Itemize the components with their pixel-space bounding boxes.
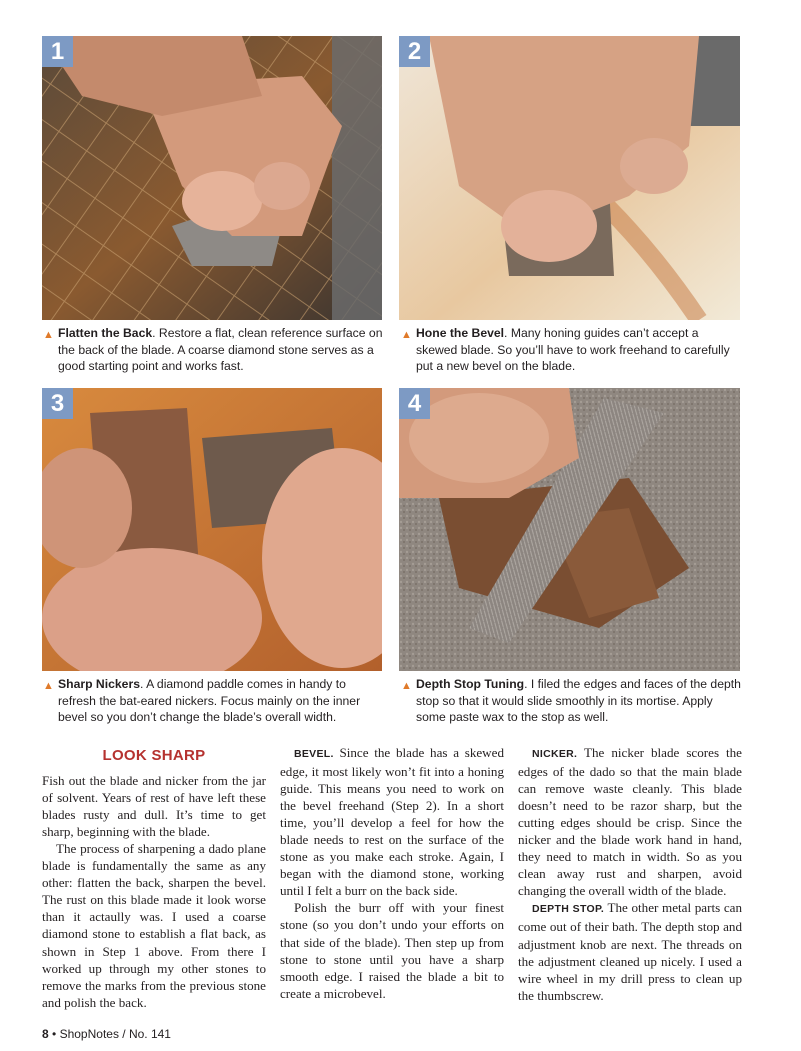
photo-step-4 bbox=[399, 388, 740, 671]
body-paragraph: Polish the burr off with your finest stone (so you don’t undo your efforts on that side of the blade). Then step up from stone to stone until you have a sharp smooth edge. I raised the blade a bit to create a microbevel. bbox=[280, 900, 504, 1001]
photo-step-3 bbox=[42, 388, 382, 671]
caption-text: . I filed the edges and faces of the depth stop so that it would slide smoothly in its mortise. Apply some paste wax to the stop as well. bbox=[416, 677, 741, 724]
caption-text: . A diamond paddle comes in handy to refresh the bat-eared nickers. Focus mainly on the inner bevel so you don’t change the blade’s overall width. bbox=[58, 677, 361, 724]
step-number-badge: 1 bbox=[42, 36, 73, 67]
body-paragraph bbox=[280, 744, 504, 899]
runin-heading: DEPTH STOP. bbox=[532, 903, 605, 916]
photo-caption bbox=[401, 325, 741, 375]
page-number: 8 bbox=[42, 1027, 49, 1041]
article-column-2 bbox=[280, 744, 504, 1002]
triangle-icon: ▲ bbox=[43, 680, 54, 692]
section-heading: LOOK SHARP bbox=[102, 747, 206, 764]
caption-text: . Many honing guides can’t accept a skewed blade. So you’ll have to work freehand to carefully put a new bevel on the blade. bbox=[416, 326, 730, 373]
photo-caption bbox=[43, 676, 383, 726]
body-text: The nicker blade scores the edges of the dado so that the main blade can remove waste cleanly. This blade doesn’t need to be razor sharp, but the cutting edges should be crisp. Since the nicker and the blade work hand in hand, they need to match in width. So as you clean away rust and sharpen, avoid changing the overall width of the blade. bbox=[518, 745, 742, 899]
publication-name: ShopNotes / No. 141 bbox=[59, 1027, 171, 1041]
body-paragraph: The process of sharpening a dado plane blade is fundamentally the same as any other: flatten the back, sharpen the bevel. The rust on this blade made it look worse than it actaully was. I used a coarse diamond stone to establish a flat back, as shown in Step 1 above. From there I worked up through my other stones to remove the marks from the previous stone and polish the back. bbox=[42, 841, 266, 1010]
body-text: The other metal parts can come out of their bath. The depth stop and adjustment knob are next. The threads on the adjustment cleaned up nicely. I used a wire wheel in my drill press to clean up the thumbscrew. bbox=[518, 900, 742, 1003]
step-number-badge: 3 bbox=[42, 388, 73, 419]
photo-caption bbox=[401, 676, 741, 726]
photo-caption bbox=[43, 325, 383, 375]
body-paragraph: Fish out the blade and nicker from the jar of solvent. Years of rest of have left these blades rusty and dull. It’s time to get sharp, beginning with the blade. bbox=[42, 773, 266, 840]
body-paragraph bbox=[518, 899, 742, 1003]
body-text: Since the blade has a skewed edge, it most likely won’t fit into a honing guide. This means you need to work on the bevel freehand (Step 2). In a short time, you’ll develop a feel for how the blade needs to rest on the surface of the stone as you make each stroke. Again, I began with the diamond stone, working until I felt a burr on the back side. bbox=[280, 745, 504, 899]
body-paragraph bbox=[518, 744, 742, 899]
caption-title: Hone the Bevel bbox=[416, 326, 505, 340]
runin-heading: NICKER. bbox=[532, 748, 578, 760]
triangle-icon: ▲ bbox=[401, 680, 412, 692]
triangle-icon: ▲ bbox=[401, 329, 412, 341]
runin-heading: BEVEL. bbox=[294, 748, 334, 760]
photo-step-2 bbox=[399, 36, 740, 320]
page-footer bbox=[42, 1027, 171, 1041]
photo-step-1 bbox=[42, 36, 382, 320]
article-column-3 bbox=[518, 744, 742, 1004]
caption-title: Sharp Nickers bbox=[58, 677, 140, 691]
caption-title: Depth Stop Tuning bbox=[416, 677, 525, 691]
footer-bullet: • bbox=[52, 1027, 57, 1041]
caption-title: Flatten the Back bbox=[58, 326, 153, 340]
step-number-badge: 4 bbox=[399, 388, 430, 419]
triangle-icon: ▲ bbox=[43, 329, 54, 341]
caption-text: . Restore a flat, clean reference surface on the back of the blade. A coarse diamond stone serves as a good starting point and works fast. bbox=[58, 326, 383, 373]
step-number-badge: 2 bbox=[399, 36, 430, 67]
article-column-1 bbox=[42, 744, 266, 1011]
